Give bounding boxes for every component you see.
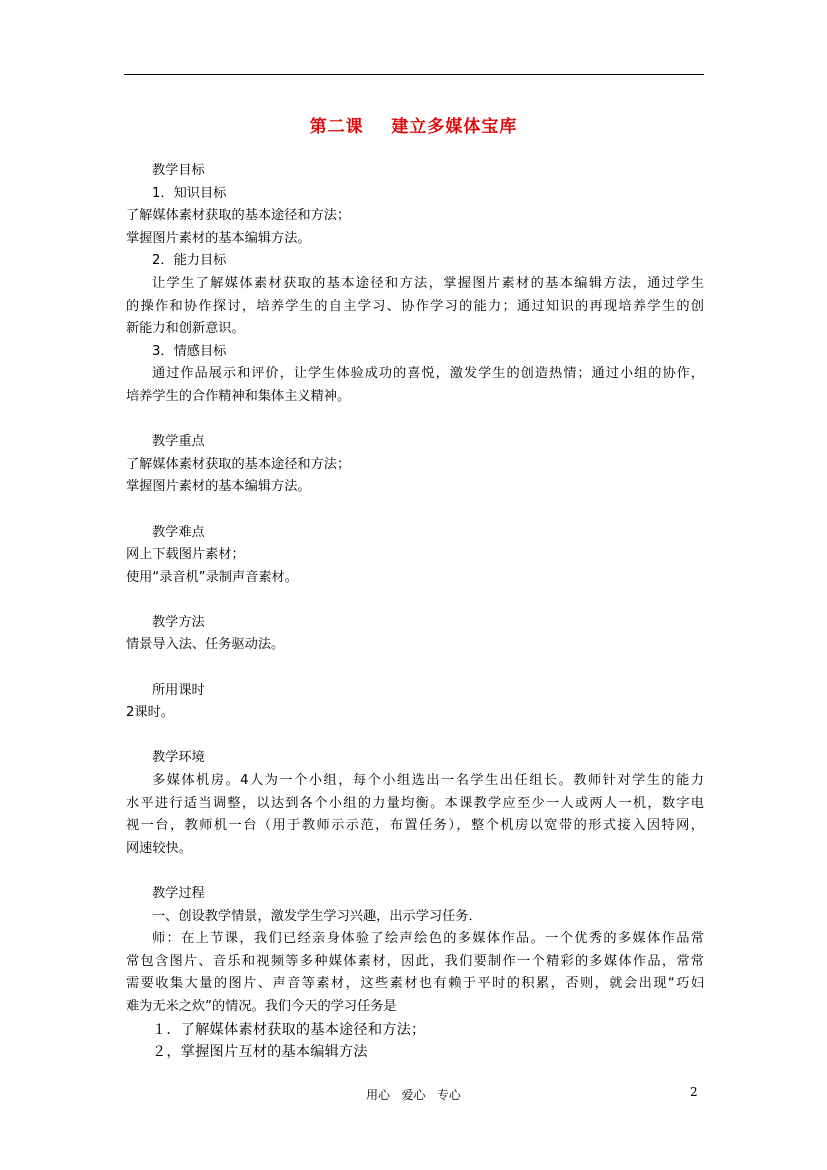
ability-paragraph-line: 让学生了解媒体素材获取的基本途径和方法，掌握图片素材的基本编辑方法，通过学生 xyxy=(152,275,704,291)
environment-paragraph-line: 网速较快。 xyxy=(126,840,192,856)
page-title: 第二课 建立多媒体宝库 xyxy=(309,117,518,137)
difficulties-heading: 教学难点 xyxy=(152,524,205,540)
process-step-1: 一、创设教学情景，激发学生学习兴趣，出示学习任务． xyxy=(152,908,482,924)
ability-paragraph-line: 的操作和协作探讨，培养学生的自主学习、协作学习的能力；通过知识的再现培养学生的创 xyxy=(126,298,704,314)
document-body xyxy=(126,160,704,1064)
environment-paragraph-line: 多媒体机房。4人为一个小组，每个小组选出一名学生出任组长。教师针对学生的能力 xyxy=(152,773,704,789)
difficulty-item: 使用“录音机”录制声音素材。 xyxy=(126,569,298,585)
hours-heading: 所用课时 xyxy=(152,682,205,698)
header-rule xyxy=(124,74,704,75)
ability-paragraph-line: 新能力和创新意识。 xyxy=(126,321,245,337)
environment-paragraph-line: 水平进行适当调整，以达到各个小组的力量均衡。本课教学应至少一人或两人一机，数字电 xyxy=(126,795,704,811)
methods-text: 情景导入法、任务驱动法。 xyxy=(126,637,285,653)
key-point-item: 了解媒体素材获取的基本途径和方法； xyxy=(126,456,351,472)
process-heading: 教学过程 xyxy=(152,886,205,901)
task-item: ２，掌握图片互材的基本编辑方法 xyxy=(152,1044,368,1061)
difficulty-item: 网上下载图片素材； xyxy=(126,547,245,563)
teacher-paragraph-line: 常包含图片、音乐和视频等多种媒体素材，因此，我们要制作一个精彩的多媒体作品，常常 xyxy=(126,953,704,969)
task-item: １．了解媒体素材获取的基本途径和方法； xyxy=(152,1021,426,1038)
hours-text: 2课时。 xyxy=(126,705,174,721)
emotion-paragraph-line: 通过作品展示和评价，让学生体验成功的喜悦，激发学生的创造热情；通过小组的协作， xyxy=(152,366,704,382)
page-number: 2 xyxy=(690,1085,698,1099)
environment-paragraph-line: 视一台，教师机一台（用于教师示示范，布置任务），整个机房以宽带的形式接入因特网， xyxy=(126,818,704,834)
ability-heading: 2．能力目标 xyxy=(152,253,227,269)
footer-motto: 用心 爱心 专心 xyxy=(366,1088,461,1102)
teacher-paragraph-line: 难为无米之炊”的情况。我们今天的学习任务是 xyxy=(126,998,397,1014)
knowledge-item: 了解媒体素材获取的基本途径和方法； xyxy=(126,208,351,224)
key-point-item: 掌握图片素材的基本编辑方法。 xyxy=(126,479,311,495)
emotion-paragraph-line: 培养学生的合作精神和集体主义精神。 xyxy=(126,388,351,404)
objectives-heading: 教学目标 xyxy=(152,163,205,178)
emotion-heading: 3．情感目标 xyxy=(152,343,227,359)
key-points-heading: 教学重点 xyxy=(152,434,205,450)
methods-heading: 教学方法 xyxy=(152,614,205,630)
teacher-paragraph-line: 需要收集大量的图片、声音等素材，这些素材也有赖于平时的积累，否则，就会出现“巧妇 xyxy=(126,976,704,992)
teacher-paragraph-line: 师：在上节课，我们已经亲身体验了绘声绘色的多媒体作品。一个优秀的多媒体作品常 xyxy=(152,931,704,947)
environment-heading: 教学环境 xyxy=(152,750,205,766)
knowledge-item: 掌握图片素材的基本编辑方法。 xyxy=(126,230,311,246)
knowledge-heading: 1．知识目标 xyxy=(152,185,227,201)
